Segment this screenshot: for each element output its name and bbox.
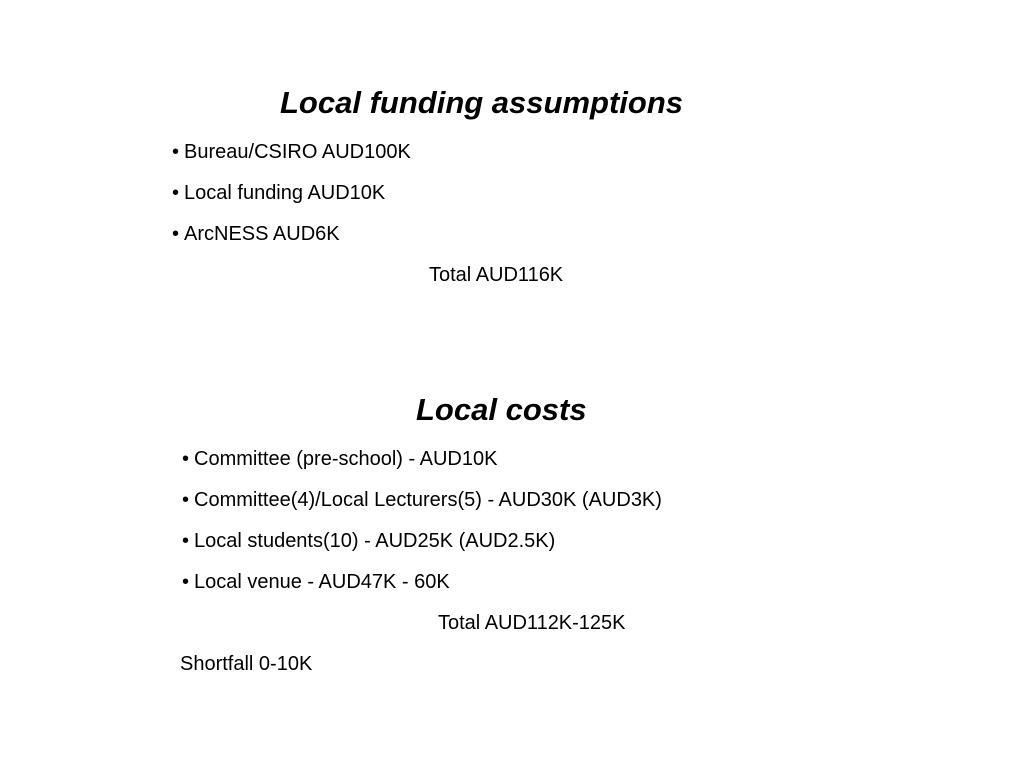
- funding-item: • Local funding AUD10K: [172, 182, 386, 204]
- bullet-icon: •: [172, 141, 180, 163]
- bullet-icon: •: [182, 448, 190, 470]
- bullet-icon: •: [182, 530, 190, 552]
- bullet-icon: •: [182, 571, 190, 593]
- costs-item: • Committee (pre-school) - AUD10K: [182, 448, 498, 470]
- bullet-icon: •: [182, 489, 190, 511]
- costs-item: • Committee(4)/Local Lecturers(5) - AUD30K (AUD3K): [182, 489, 662, 511]
- costs-heading: Local costs: [416, 392, 587, 427]
- costs-item: • Local students(10) - AUD25K (AUD2.5K): [182, 530, 556, 552]
- funding-item: • Bureau/CSIRO AUD100K: [172, 141, 411, 163]
- funding-heading: Local funding assumptions: [280, 85, 684, 120]
- costs-shortfall: Shortfall 0-10K: [180, 653, 313, 675]
- bullet-icon: •: [172, 182, 180, 204]
- funding-total: Total AUD116K: [429, 264, 564, 286]
- costs-total: Total AUD112K-125K: [438, 612, 626, 634]
- bullet-icon: •: [172, 223, 180, 245]
- costs-item: • Local venue - AUD47K - 60K: [182, 571, 450, 593]
- funding-item: • ArcNESS AUD6K: [172, 223, 340, 245]
